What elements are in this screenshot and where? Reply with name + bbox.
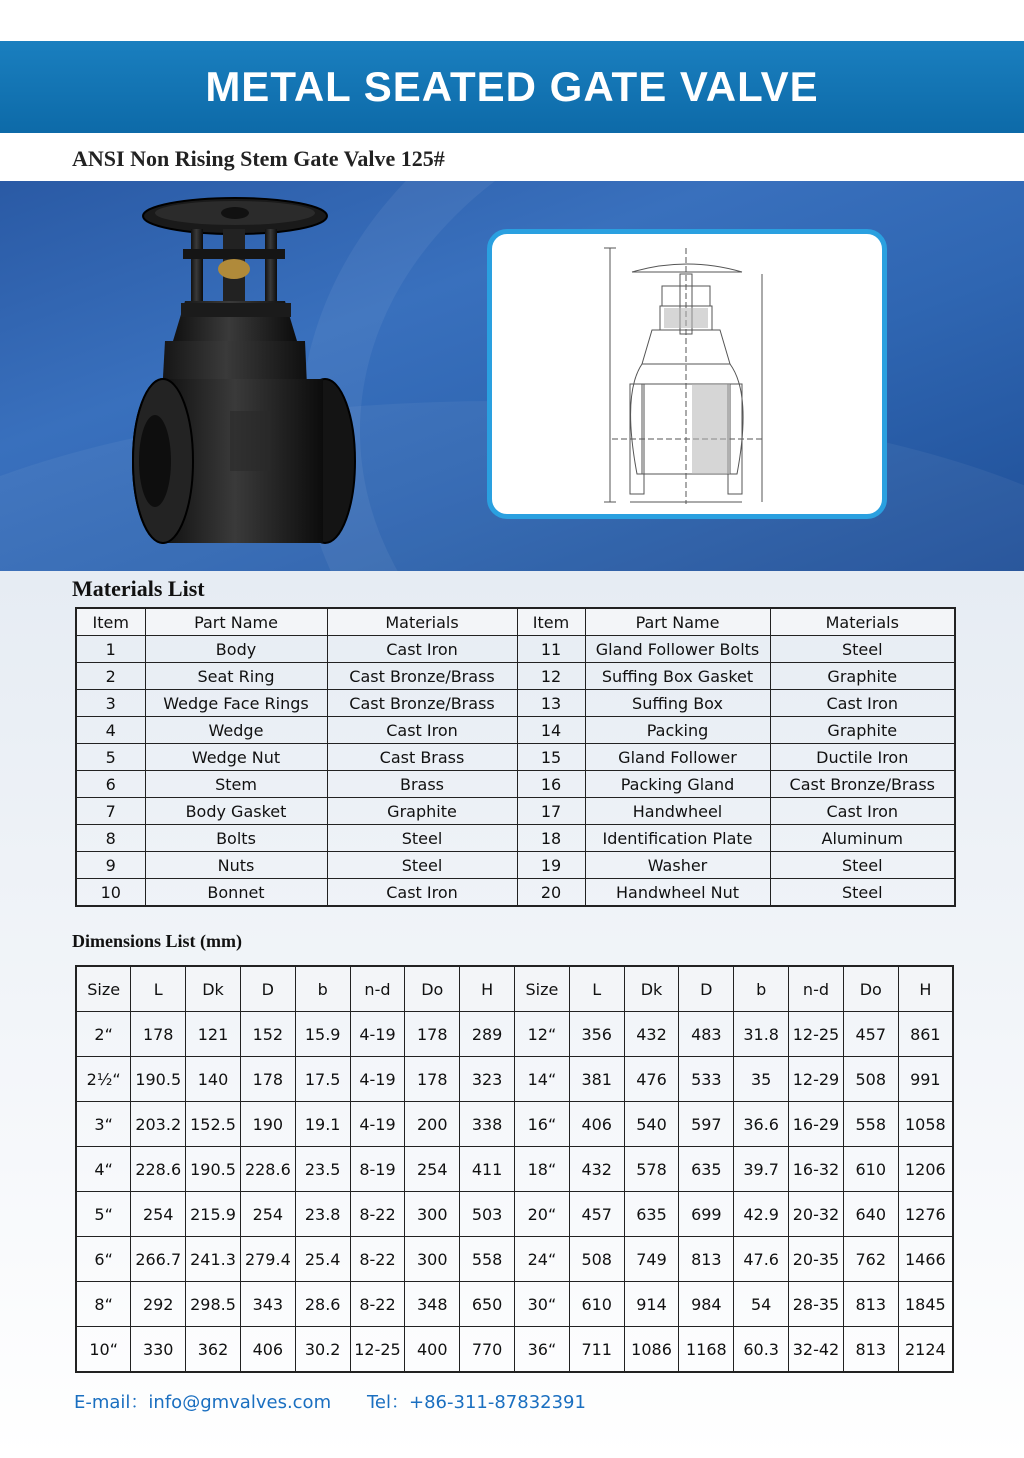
table-cell: 254 bbox=[131, 1192, 186, 1237]
table-cell: 8-22 bbox=[350, 1237, 405, 1282]
table-cell: 35 bbox=[734, 1057, 789, 1102]
table-cell: 6“ bbox=[76, 1237, 131, 1282]
table-cell: 16-29 bbox=[789, 1102, 844, 1147]
table-cell: 8-22 bbox=[350, 1192, 405, 1237]
table-cell: 2“ bbox=[76, 1012, 131, 1057]
table-cell: 1168 bbox=[679, 1327, 734, 1373]
table-cell: Graphite bbox=[770, 663, 955, 690]
table-cell: 1086 bbox=[624, 1327, 679, 1373]
table-cell: 14 bbox=[517, 717, 585, 744]
table-cell: Suffing Box bbox=[585, 690, 770, 717]
table-cell: 6 bbox=[76, 771, 145, 798]
table-cell: 2124 bbox=[898, 1327, 953, 1373]
table-cell: 597 bbox=[679, 1102, 734, 1147]
table-cell: 292 bbox=[131, 1282, 186, 1327]
table-cell: 483 bbox=[679, 1012, 734, 1057]
table-cell: 19.1 bbox=[295, 1102, 350, 1147]
table-cell: 1206 bbox=[898, 1147, 953, 1192]
materials-table bbox=[75, 607, 956, 907]
table-cell: 4“ bbox=[76, 1147, 131, 1192]
table-cell: 32-42 bbox=[789, 1327, 844, 1373]
table-cell: 558 bbox=[843, 1102, 898, 1147]
dimension-row bbox=[76, 1012, 953, 1057]
table-cell: 254 bbox=[240, 1192, 295, 1237]
table-cell: 20-35 bbox=[789, 1237, 844, 1282]
valve-photo bbox=[125, 191, 365, 571]
table-cell: 984 bbox=[679, 1282, 734, 1327]
table-cell: 190.5 bbox=[186, 1147, 241, 1192]
table-cell: 11 bbox=[517, 636, 585, 663]
table-cell: 279.4 bbox=[240, 1237, 295, 1282]
table-cell: 749 bbox=[624, 1237, 679, 1282]
table-cell: 178 bbox=[240, 1057, 295, 1102]
table-cell: 18“ bbox=[515, 1147, 570, 1192]
table-cell: 5“ bbox=[76, 1192, 131, 1237]
material-row bbox=[76, 690, 955, 717]
table-cell: 12-25 bbox=[789, 1012, 844, 1057]
table-cell: Wedge Nut bbox=[145, 744, 327, 771]
table-cell: 266.7 bbox=[131, 1237, 186, 1282]
column-header: b bbox=[734, 966, 789, 1012]
table-cell: 610 bbox=[843, 1147, 898, 1192]
table-cell: Nuts bbox=[145, 852, 327, 879]
table-cell: 47.6 bbox=[734, 1237, 789, 1282]
table-header-row bbox=[76, 966, 953, 1012]
table-cell: 503 bbox=[460, 1192, 515, 1237]
table-cell: Aluminum bbox=[770, 825, 955, 852]
column-header: Size bbox=[76, 966, 131, 1012]
table-cell: 2½“ bbox=[76, 1057, 131, 1102]
dimensions-table bbox=[75, 965, 954, 1373]
table-cell: 348 bbox=[405, 1282, 460, 1327]
contact-phone: Tel：+86-311-87832391 bbox=[367, 1392, 586, 1413]
table-cell: 16“ bbox=[515, 1102, 570, 1147]
table-cell: 14“ bbox=[515, 1057, 570, 1102]
table-cell: 16 bbox=[517, 771, 585, 798]
hero-panel bbox=[0, 181, 1024, 571]
table-cell: Cast Iron bbox=[327, 636, 517, 663]
table-cell: 10 bbox=[76, 879, 145, 907]
table-cell: 23.8 bbox=[295, 1192, 350, 1237]
table-cell: Body Gasket bbox=[145, 798, 327, 825]
table-cell: 228.6 bbox=[131, 1147, 186, 1192]
table-cell: Seat Ring bbox=[145, 663, 327, 690]
table-cell: 178 bbox=[405, 1012, 460, 1057]
table-cell: 540 bbox=[624, 1102, 679, 1147]
table-cell: 12“ bbox=[515, 1012, 570, 1057]
table-cell: 16-32 bbox=[789, 1147, 844, 1192]
table-cell: Cast Brass bbox=[327, 744, 517, 771]
table-cell: 4 bbox=[76, 717, 145, 744]
table-cell: 406 bbox=[569, 1102, 624, 1147]
table-cell: 711 bbox=[569, 1327, 624, 1373]
table-cell: 991 bbox=[898, 1057, 953, 1102]
table-cell: 31.8 bbox=[734, 1012, 789, 1057]
table-cell: Packing bbox=[585, 717, 770, 744]
column-header: L bbox=[569, 966, 624, 1012]
table-cell: 508 bbox=[843, 1057, 898, 1102]
table-cell: Gland Follower Bolts bbox=[585, 636, 770, 663]
table-cell: 8“ bbox=[76, 1282, 131, 1327]
technical-drawing-frame bbox=[487, 229, 887, 519]
table-cell: 5 bbox=[76, 744, 145, 771]
table-cell: 635 bbox=[679, 1147, 734, 1192]
dimension-row bbox=[76, 1237, 953, 1282]
table-cell: 54 bbox=[734, 1282, 789, 1327]
table-cell: Handwheel Nut bbox=[585, 879, 770, 907]
table-cell: 20 bbox=[517, 879, 585, 907]
table-cell: 7 bbox=[76, 798, 145, 825]
table-cell: 1845 bbox=[898, 1282, 953, 1327]
table-cell: Cast Bronze/Brass bbox=[770, 771, 955, 798]
table-cell: 190.5 bbox=[131, 1057, 186, 1102]
column-header: Size bbox=[515, 966, 570, 1012]
column-header: L bbox=[131, 966, 186, 1012]
title-banner bbox=[0, 41, 1024, 133]
material-row bbox=[76, 852, 955, 879]
table-cell: 23.5 bbox=[295, 1147, 350, 1192]
table-cell: 323 bbox=[460, 1057, 515, 1102]
table-cell: 15 bbox=[517, 744, 585, 771]
table-cell: 2 bbox=[76, 663, 145, 690]
table-cell: 338 bbox=[460, 1102, 515, 1147]
table-cell: 289 bbox=[460, 1012, 515, 1057]
table-cell: Cast Bronze/Brass bbox=[327, 690, 517, 717]
table-cell: 650 bbox=[460, 1282, 515, 1327]
column-header: H bbox=[898, 966, 953, 1012]
table-cell: Steel bbox=[770, 636, 955, 663]
table-cell: 215.9 bbox=[186, 1192, 241, 1237]
contact-email: E-mail：info@gmvalves.com bbox=[74, 1392, 332, 1413]
table-cell: 25.4 bbox=[295, 1237, 350, 1282]
table-cell: Packing Gland bbox=[585, 771, 770, 798]
table-cell: 914 bbox=[624, 1282, 679, 1327]
column-header: Materials bbox=[327, 608, 517, 636]
table-cell: 813 bbox=[843, 1327, 898, 1373]
table-cell: 60.3 bbox=[734, 1327, 789, 1373]
table-cell: 8 bbox=[76, 825, 145, 852]
table-cell: 406 bbox=[240, 1327, 295, 1373]
table-cell: 699 bbox=[679, 1192, 734, 1237]
material-row bbox=[76, 663, 955, 690]
table-cell: 200 bbox=[405, 1102, 460, 1147]
table-cell: Steel bbox=[327, 825, 517, 852]
table-cell: 635 bbox=[624, 1192, 679, 1237]
table-cell: 8-22 bbox=[350, 1282, 405, 1327]
table-cell: 190 bbox=[240, 1102, 295, 1147]
table-cell: 432 bbox=[569, 1147, 624, 1192]
dimensions-list-title: Dimensions List (mm) bbox=[72, 931, 242, 951]
table-cell: Gland Follower bbox=[585, 744, 770, 771]
column-header: Dk bbox=[186, 966, 241, 1012]
table-cell: 3“ bbox=[76, 1102, 131, 1147]
table-cell: 411 bbox=[460, 1147, 515, 1192]
table-cell: 400 bbox=[405, 1327, 460, 1373]
table-cell: 10“ bbox=[76, 1327, 131, 1373]
column-header: Item bbox=[517, 608, 585, 636]
material-row bbox=[76, 879, 955, 907]
table-cell: 24“ bbox=[515, 1237, 570, 1282]
table-cell: 9 bbox=[76, 852, 145, 879]
column-header: Do bbox=[843, 966, 898, 1012]
column-header: Part Name bbox=[585, 608, 770, 636]
table-cell: Cast Bronze/Brass bbox=[327, 663, 517, 690]
table-cell: 300 bbox=[405, 1192, 460, 1237]
table-cell: 17 bbox=[517, 798, 585, 825]
table-cell: 178 bbox=[405, 1057, 460, 1102]
dimension-row bbox=[76, 1057, 953, 1102]
table-cell: 298.5 bbox=[186, 1282, 241, 1327]
column-header: Item bbox=[76, 608, 145, 636]
table-cell: Body bbox=[145, 636, 327, 663]
technical-drawing bbox=[492, 234, 882, 514]
table-cell: 30“ bbox=[515, 1282, 570, 1327]
table-cell: 20-32 bbox=[789, 1192, 844, 1237]
table-cell: 178 bbox=[131, 1012, 186, 1057]
table-header-row bbox=[76, 608, 955, 636]
table-cell: 28-35 bbox=[789, 1282, 844, 1327]
table-cell: 770 bbox=[460, 1327, 515, 1373]
table-cell: 457 bbox=[569, 1192, 624, 1237]
table-cell: 15.9 bbox=[295, 1012, 350, 1057]
table-cell: 140 bbox=[186, 1057, 241, 1102]
material-row bbox=[76, 744, 955, 771]
material-row bbox=[76, 825, 955, 852]
table-cell: 508 bbox=[569, 1237, 624, 1282]
table-cell: Steel bbox=[770, 879, 955, 907]
table-cell: 20“ bbox=[515, 1192, 570, 1237]
table-cell: 4-19 bbox=[350, 1012, 405, 1057]
table-cell: 8-19 bbox=[350, 1147, 405, 1192]
table-cell: 254 bbox=[405, 1147, 460, 1192]
table-cell: 640 bbox=[843, 1192, 898, 1237]
table-cell: 343 bbox=[240, 1282, 295, 1327]
column-header: Dk bbox=[624, 966, 679, 1012]
table-cell: 533 bbox=[679, 1057, 734, 1102]
table-cell: 457 bbox=[843, 1012, 898, 1057]
column-header: Materials bbox=[770, 608, 955, 636]
table-cell: 432 bbox=[624, 1012, 679, 1057]
column-header: b bbox=[295, 966, 350, 1012]
table-cell: 362 bbox=[186, 1327, 241, 1373]
table-cell: 1058 bbox=[898, 1102, 953, 1147]
table-cell: Graphite bbox=[770, 717, 955, 744]
table-cell: Steel bbox=[327, 852, 517, 879]
table-cell: 610 bbox=[569, 1282, 624, 1327]
table-cell: Bolts bbox=[145, 825, 327, 852]
column-header: n-d bbox=[789, 966, 844, 1012]
table-cell: 228.6 bbox=[240, 1147, 295, 1192]
table-cell: Cast Iron bbox=[770, 690, 955, 717]
table-cell: 476 bbox=[624, 1057, 679, 1102]
column-header: n-d bbox=[350, 966, 405, 1012]
table-cell: Cast Iron bbox=[327, 717, 517, 744]
table-cell: Identification Plate bbox=[585, 825, 770, 852]
table-cell: 861 bbox=[898, 1012, 953, 1057]
table-cell: Stem bbox=[145, 771, 327, 798]
table-cell: 12-25 bbox=[350, 1327, 405, 1373]
table-cell: 39.7 bbox=[734, 1147, 789, 1192]
material-row bbox=[76, 717, 955, 744]
table-cell: 18 bbox=[517, 825, 585, 852]
table-cell: 152 bbox=[240, 1012, 295, 1057]
table-cell: 330 bbox=[131, 1327, 186, 1373]
dimension-row bbox=[76, 1327, 953, 1373]
table-cell: 4-19 bbox=[350, 1102, 405, 1147]
material-row bbox=[76, 771, 955, 798]
dimension-row bbox=[76, 1102, 953, 1147]
table-cell: 578 bbox=[624, 1147, 679, 1192]
dimension-row bbox=[76, 1147, 953, 1192]
table-cell: Ductile Iron bbox=[770, 744, 955, 771]
table-cell: 30.2 bbox=[295, 1327, 350, 1373]
table-cell: 17.5 bbox=[295, 1057, 350, 1102]
table-cell: 813 bbox=[679, 1237, 734, 1282]
table-cell: 1 bbox=[76, 636, 145, 663]
table-cell: 42.9 bbox=[734, 1192, 789, 1237]
table-cell: 12-29 bbox=[789, 1057, 844, 1102]
table-cell: Washer bbox=[585, 852, 770, 879]
dimension-row bbox=[76, 1282, 953, 1327]
table-cell: Wedge Face Rings bbox=[145, 690, 327, 717]
table-cell: 381 bbox=[569, 1057, 624, 1102]
table-cell: 36“ bbox=[515, 1327, 570, 1373]
column-header: D bbox=[679, 966, 734, 1012]
table-cell: 762 bbox=[843, 1237, 898, 1282]
table-cell: Brass bbox=[327, 771, 517, 798]
table-cell: Graphite bbox=[327, 798, 517, 825]
table-cell: 813 bbox=[843, 1282, 898, 1327]
column-header: D bbox=[240, 966, 295, 1012]
table-cell: Steel bbox=[770, 852, 955, 879]
dimension-row bbox=[76, 1192, 953, 1237]
table-cell: Wedge bbox=[145, 717, 327, 744]
table-cell: 121 bbox=[186, 1012, 241, 1057]
table-cell: 28.6 bbox=[295, 1282, 350, 1327]
table-cell: 241.3 bbox=[186, 1237, 241, 1282]
table-cell: 19 bbox=[517, 852, 585, 879]
table-cell: 36.6 bbox=[734, 1102, 789, 1147]
table-cell: 4-19 bbox=[350, 1057, 405, 1102]
table-cell: 203.2 bbox=[131, 1102, 186, 1147]
materials-list-title: Materials List bbox=[72, 576, 205, 601]
table-cell: 558 bbox=[460, 1237, 515, 1282]
table-cell: 1276 bbox=[898, 1192, 953, 1237]
product-subtitle: ANSI Non Rising Stem Gate Valve 125# bbox=[72, 146, 445, 171]
table-cell: 3 bbox=[76, 690, 145, 717]
column-header: Do bbox=[405, 966, 460, 1012]
table-cell: 12 bbox=[517, 663, 585, 690]
table-cell: Suffing Box Gasket bbox=[585, 663, 770, 690]
table-cell: 356 bbox=[569, 1012, 624, 1057]
material-row bbox=[76, 798, 955, 825]
column-header: H bbox=[460, 966, 515, 1012]
table-cell: 300 bbox=[405, 1237, 460, 1282]
column-header: Part Name bbox=[145, 608, 327, 636]
table-cell: Handwheel bbox=[585, 798, 770, 825]
table-cell: 152.5 bbox=[186, 1102, 241, 1147]
material-row bbox=[76, 636, 955, 663]
table-cell: Cast Iron bbox=[770, 798, 955, 825]
page-title: METAL SEATED GATE VALVE bbox=[205, 63, 819, 110]
table-cell: Cast Iron bbox=[327, 879, 517, 907]
table-cell: 1466 bbox=[898, 1237, 953, 1282]
table-cell: Bonnet bbox=[145, 879, 327, 907]
table-cell: 13 bbox=[517, 690, 585, 717]
